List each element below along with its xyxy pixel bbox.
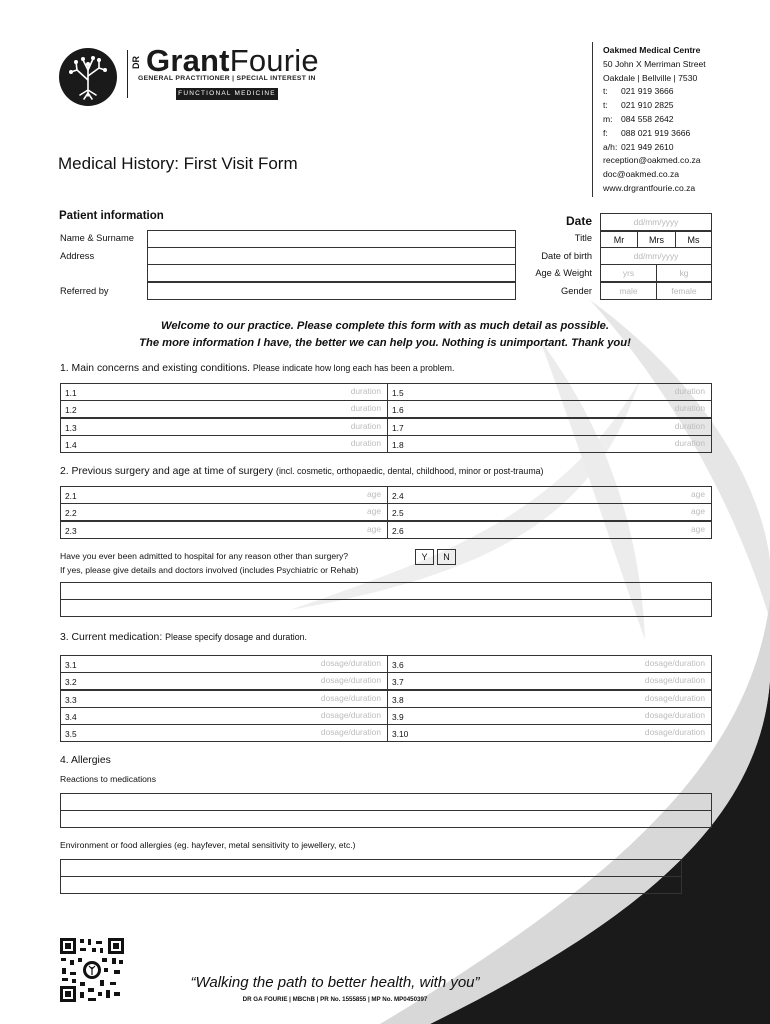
form-title: Medical History: First Visit Form [58,154,298,173]
weight-field[interactable]: kg [656,264,712,282]
surgery-row[interactable] [387,503,712,521]
medication-row[interactable] [387,690,712,708]
concern-row-number: 1.6 [392,405,404,416]
logo-last-name: Fourie [229,43,319,78]
medication-row[interactable] [60,690,388,708]
medication-row-number: 3.6 [392,660,404,670]
concern-row-hint: duration [674,420,705,431]
date-field[interactable]: dd/mm/yyyy [600,213,712,231]
medication-row[interactable] [387,655,712,673]
date-label: Date [565,214,592,228]
medication-row-number: 3.7 [392,677,404,688]
footer-quote: “Walking the path to better health, with you” [190,974,480,991]
concern-row-number: 1.3 [65,422,77,433]
concern-row-hint: duration [674,386,705,396]
address-field-1[interactable] [147,247,516,265]
medication-row-hint: dosage/duration [644,675,705,686]
referred-field[interactable] [147,282,516,300]
age-weight-label: Age & Weight [535,268,592,278]
gender-male-option[interactable]: male [600,282,657,300]
surgery-row-number: 2.1 [65,491,77,501]
medication-row-number: 3.5 [65,729,77,740]
environment-line-1[interactable] [60,859,682,877]
medication-row-hint: dosage/duration [320,675,381,686]
medication-row-hint: dosage/duration [644,727,705,738]
reactions-line-1[interactable] [60,793,712,811]
tree-logo-icon [57,46,119,108]
hospital-yes-box[interactable]: Y [415,549,434,565]
contact-line: t: 021 919 3666 [603,86,674,97]
surgery-row-hint: age [367,506,381,517]
gender-female-option[interactable]: female [656,282,712,300]
contact-line: m: 084 558 2642 [603,113,674,124]
concern-row-number: 1.5 [392,388,404,398]
medication-row-hint: dosage/duration [320,692,381,703]
environment-line-2[interactable] [60,876,682,894]
medication-row[interactable] [60,724,388,742]
logo-divider [127,50,128,98]
contact-website[interactable]: www.drgrantfourie.co.za [603,182,696,193]
surgery-row-number: 2.4 [392,491,404,501]
contact-block [603,44,706,196]
age-field[interactable]: yrs [600,264,657,282]
medication-row-hint: dosage/duration [320,658,381,668]
concern-row-number: 1.4 [65,439,77,450]
concern-row[interactable] [387,400,712,418]
medication-row-hint: dosage/duration [644,658,705,668]
medication-row-number: 3.3 [65,694,77,705]
logo-dr: DR [131,56,141,69]
medication-row-number: 3.10 [392,729,409,740]
medication-row[interactable] [60,707,388,725]
welcome-line-1: Welcome to our practice. Please complete this form with as much detail as possible. [160,320,610,332]
section4-title: 4. Allergies [60,755,111,766]
concern-row[interactable] [60,400,388,418]
address-field-2[interactable] [147,264,516,282]
medication-row-number: 3.9 [392,711,404,722]
contact-city: Oakdale | Bellville | 7530 [603,72,698,83]
surgery-row-number: 2.2 [65,508,77,519]
surgery-row-number: 2.3 [65,525,77,536]
welcome-line-2: The more information I have, the better we can help you. Nothing is unimportant. Thank you! [139,337,631,349]
logo-first-name: Grant [146,43,230,78]
hospital-no-box[interactable]: N [437,549,456,565]
patient-heading: Patient information [59,210,164,222]
surgery-row[interactable] [60,486,388,504]
surgery-row[interactable] [60,503,388,521]
concern-row-hint: duration [350,386,381,396]
concern-row-hint: duration [674,403,705,414]
contact-line: f: 088 021 919 3666 [603,127,691,138]
medication-row-number: 3.1 [65,660,77,670]
title-label: Title [574,233,592,243]
contact-email-reception[interactable]: reception@oakmed.co.za [603,155,701,166]
concern-row[interactable] [387,418,712,436]
medication-row-hint: dosage/duration [320,709,381,720]
medication-row[interactable] [387,707,712,725]
surgery-row[interactable] [387,486,712,504]
concern-row-number: 1.2 [65,405,77,416]
medication-row-hint: dosage/duration [644,709,705,720]
dob-field[interactable]: dd/mm/yyyy [600,247,712,265]
contact-divider [592,42,593,197]
concern-row-number: 1.8 [392,439,404,450]
gender-label: Gender [560,286,592,296]
surgery-row-number: 2.6 [392,525,404,536]
concern-row-hint: duration [350,403,381,414]
reactions-label: Reactions to medications [60,774,157,784]
logo-tagline: GENERAL PRACTITIONER | SPECIAL INTEREST IN [138,75,316,82]
name-label: Name & Surname [60,233,134,243]
surgery-row-hint: age [367,489,381,499]
concern-row-number: 1.1 [65,388,77,398]
dob-label: Date of birth [541,251,592,261]
title-option-mrs[interactable]: Mrs [637,231,676,248]
environment-label: Environment or food allergies (eg. hayfever, metal sensitivity to jewellery, etc.) [60,840,356,850]
title-option-ms[interactable]: Ms [675,231,712,248]
surgery-row[interactable] [387,521,712,539]
concern-row-hint: duration [350,420,381,431]
concern-row-number: 1.7 [392,422,404,433]
hospital-details-line-1[interactable] [60,582,712,600]
section2-title: 2. Previous surgery and age at time of surgery (incl. cosmetic, orthopaedic, dental, childhood, minor or post-trauma) [60,466,544,477]
address-label: Address [60,251,95,261]
surgery-row-number: 2.5 [392,508,404,519]
contact-line: a/h: 021 949 2610 [603,141,674,152]
contact-centre: Oakmed Medical Centre [603,45,701,55]
concern-row[interactable] [387,383,712,401]
footer-registration: DR GA FOURIE | MBChB | PR No. 1555855 | MP No. MP0450397 [242,996,428,1003]
contact-line: t: 021 910 2825 [603,100,674,111]
section3-title: 3. Current medication: Please specify dosage and duration. [60,632,307,643]
medication-row[interactable] [60,655,388,673]
concern-row-hint: duration [674,437,705,448]
medication-row-hint: dosage/duration [644,692,705,703]
contact-email-doc[interactable]: doc@oakmed.co.za [603,169,680,180]
concern-row[interactable] [60,418,388,436]
contact-street: 50 John X Merriman Street [603,58,706,69]
medication-row[interactable] [387,724,712,742]
concern-row[interactable] [60,383,388,401]
medication-row-number: 3.8 [392,694,404,705]
medication-row[interactable] [60,672,388,690]
hospital-details-line-2[interactable] [60,599,712,617]
reactions-line-2[interactable] [60,810,712,828]
concern-row[interactable] [60,435,388,453]
medication-row-hint: dosage/duration [320,727,381,738]
section1-title: 1. Main concerns and existing conditions. Please indicate how long each has been a problem. [60,363,455,374]
surgery-row-hint: age [691,523,705,534]
surgery-row-hint: age [367,523,381,534]
surgery-row-hint: age [691,489,705,499]
concern-row[interactable] [387,435,712,453]
title-option-mr[interactable]: Mr [600,231,638,248]
name-field[interactable] [147,230,516,248]
surgery-row[interactable] [60,521,388,539]
qr-code-icon [58,936,126,1004]
referred-label: Referred by [60,286,109,296]
logo-band: FUNCTIONAL MEDICINE [176,88,278,100]
medication-row-number: 3.2 [65,677,77,688]
medication-row-number: 3.4 [65,711,77,722]
concern-row-hint: duration [350,437,381,448]
surgery-row-hint: age [691,506,705,517]
hospital-question: Have you ever been admitted to hospital for any reason other than surgery? [60,551,349,561]
medication-row[interactable] [387,672,712,690]
hospital-followup: If yes, please give details and doctors involved (includes Psychiatric or Rehab) [60,565,359,575]
logo-wordmark [146,44,319,78]
